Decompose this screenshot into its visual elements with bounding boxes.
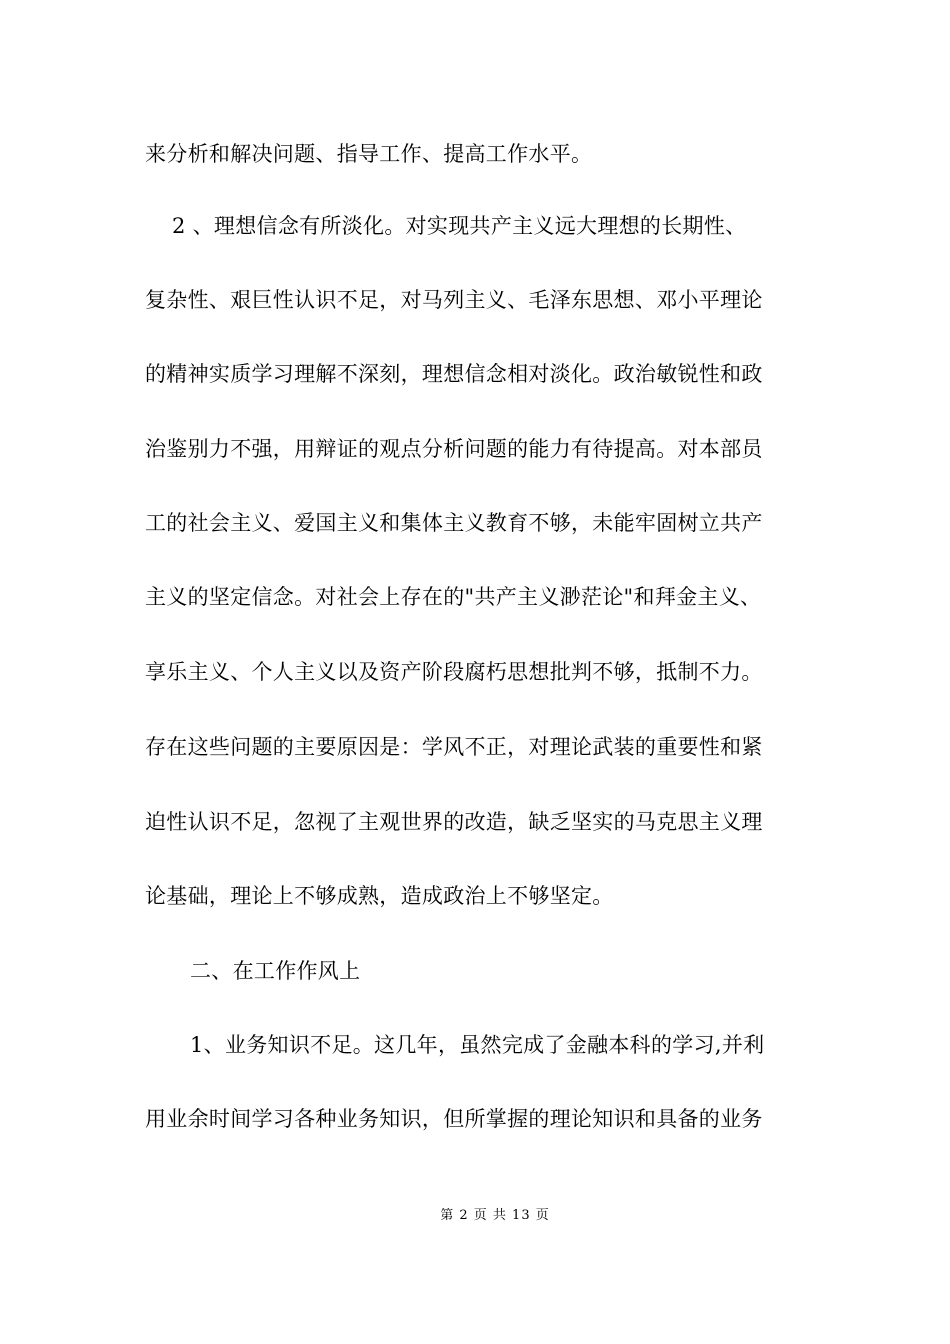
text-line-1: 来分析和解决问题、指导工作、提高工作水平。 xyxy=(145,142,593,166)
page-number-footer: 第 2 页 共 13 页 xyxy=(440,1208,550,1223)
text-line-2: 2 、理想信念有所淡化。对实现共产主义远大理想的长期性、 xyxy=(172,214,747,238)
text-line-9: 存在这些问题的主要原因是：学风不正，对理论武装的重要性和紧 xyxy=(145,735,763,759)
text-line-6: 工的社会主义、爱国主义和集体主义教育不够，未能牢固树立共产 xyxy=(145,511,763,535)
text-line-3: 复杂性、艰巨性认识不足，对马列主义、毛泽东思想、邓小平理论 xyxy=(145,288,763,312)
text-line-7: 主义的坚定信念。对社会上存在的"共产主义渺茫论"和拜金主义、 xyxy=(145,585,762,609)
text-line-5: 治鉴别力不强，用辩证的观点分析问题的能力有待提高。对本部员 xyxy=(145,437,763,461)
text-line-11: 论基础，理论上不够成熟，造成政治上不够坚定。 xyxy=(145,884,614,908)
text-line-4: 的精神实质学习理解不深刻，理想信念相对淡化。政治敏锐性和政 xyxy=(145,362,763,386)
text-line-14: 用业余时间学习各种业务知识，但所掌握的理论知识和具备的业务 xyxy=(145,1107,763,1131)
text-line-8: 享乐主义、个人主义以及资产阶段腐朽思想批判不够，抵制不力。 xyxy=(145,660,763,684)
text-line-10: 迫性认识不足，忽视了主观世界的改造，缺乏坚实的马克思主义理 xyxy=(145,810,763,834)
section-heading: 二、在工作作风上 xyxy=(190,959,361,983)
text-line-13: 1、业务知识不足。这几年，虽然完成了金融本科的学习,并利 xyxy=(190,1033,765,1057)
